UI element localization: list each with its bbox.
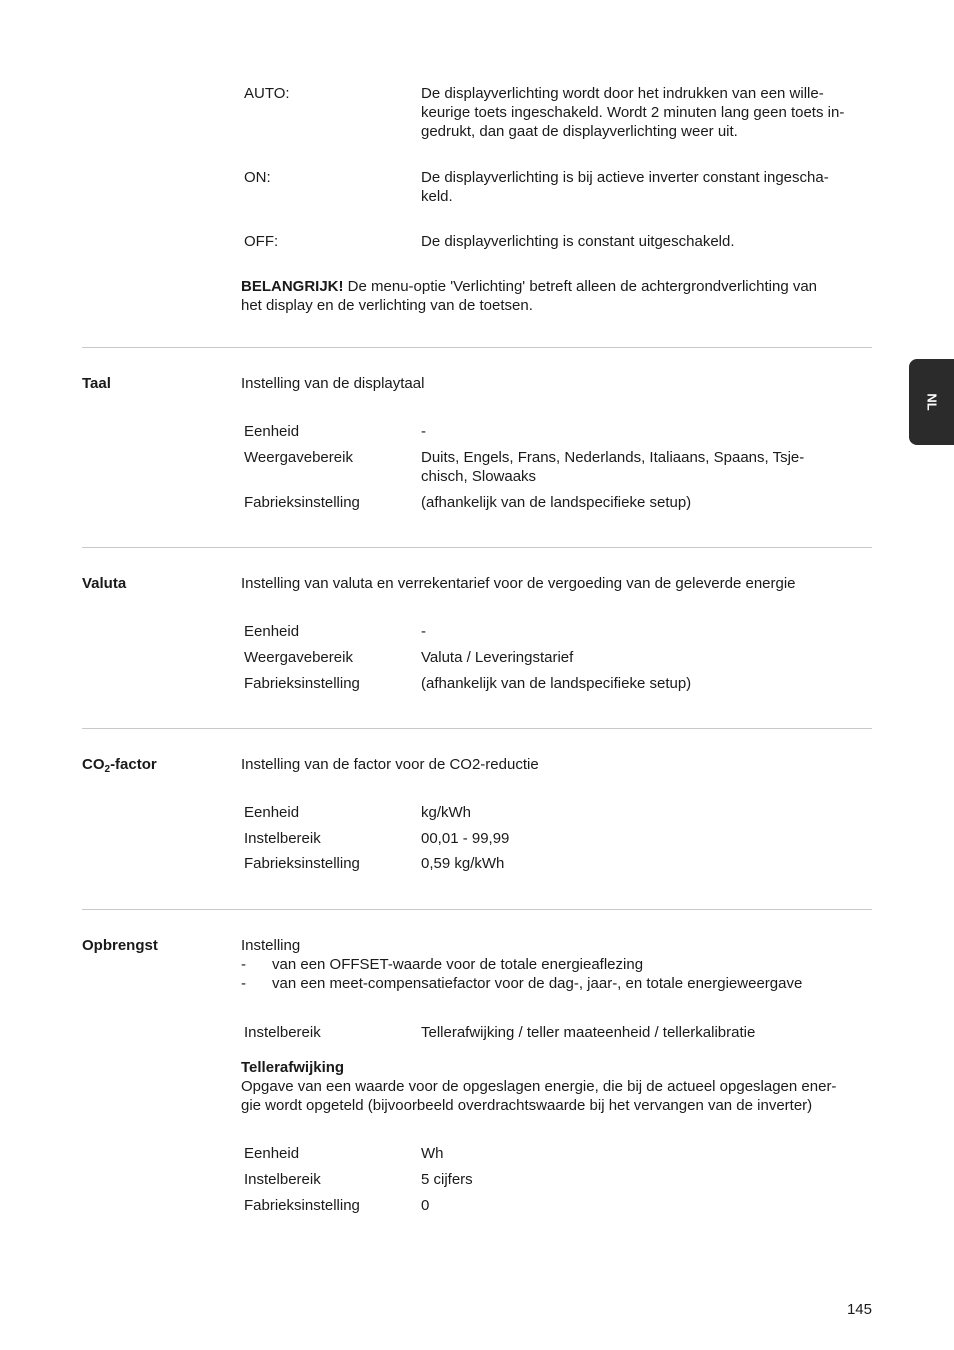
language-tab bbox=[909, 359, 954, 445]
important-note: BELANGRIJK! De menu-optie 'Verlichting' betreft alleen de achtergrondverlichting van het display en de verlichting van de toetsen. bbox=[241, 278, 818, 314]
on-description: De displayverlichting is bij actieve inverter constant ingescha- keld. bbox=[421, 169, 829, 205]
opbrengst-default-value: 0 bbox=[421, 1197, 430, 1214]
valuta-default-label: Fabrieksinstelling bbox=[244, 675, 360, 692]
language-tab-label: NL bbox=[924, 393, 939, 411]
taal-range-label: Weergavebereik bbox=[244, 449, 353, 466]
off-label: OFF: bbox=[244, 233, 279, 250]
valuta-default-value: (afhankelijk van de landspecifieke setup) bbox=[421, 675, 692, 692]
opbrengst-unit-label: Eenheid bbox=[244, 1145, 300, 1162]
opbrengst-default-label: Fabrieksinstelling bbox=[244, 1197, 360, 1214]
bullet-dash: - bbox=[241, 975, 246, 992]
divider bbox=[82, 909, 872, 910]
co2-range-value: 00,01 - 99,99 bbox=[421, 830, 510, 847]
opbrengst-bullet-offset: van een OFFSET-waarde voor de totale energieaflezing bbox=[272, 956, 644, 973]
section-heading-valuta: Valuta bbox=[82, 575, 127, 592]
bullet-dash: - bbox=[241, 956, 246, 973]
section-heading-co2: $CO_2$-factor bbox=[82, 756, 157, 775]
taal-default-value: (afhankelijk van de landspecifieke setup) bbox=[421, 494, 692, 511]
on-label: ON: bbox=[244, 169, 271, 186]
section-heading-opbrengst: Opbrengst bbox=[82, 937, 158, 954]
valuta-unit-label: Eenheid bbox=[244, 623, 300, 640]
off-description: De displayverlichting is constant uitgeschakeld. bbox=[421, 233, 735, 250]
valuta-intro: Instelling van valuta en verrekentarief voor de vergoeding van de geleverde energie bbox=[241, 575, 796, 592]
opbrengst-unit-value: Wh bbox=[421, 1145, 444, 1162]
co2-unit-label: Eenheid bbox=[244, 804, 300, 821]
divider bbox=[82, 547, 872, 548]
co2-default-value: 0,59 kg/kWh bbox=[421, 855, 505, 872]
co2-range-label: Instelbereik bbox=[244, 830, 321, 847]
auto-description: De displayverlichting wordt door het indrukken van een wille- keurige toets ingeschakeld. Wordt 2 minuten lang geen toets in- gedrukt, dan gaat de displayverlichting weer uit. bbox=[421, 85, 845, 140]
auto-label: AUTO: bbox=[244, 85, 290, 102]
taal-intro: Instelling van de displaytaal bbox=[241, 375, 425, 392]
taal-unit-label: Eenheid bbox=[244, 423, 300, 440]
co2-unit-value: kg/kWh bbox=[421, 804, 472, 821]
valuta-unit-value: - bbox=[421, 623, 426, 640]
important-bold: BELANGRIJK! bbox=[241, 278, 344, 295]
opbrengst-range2-label: Instelbereik bbox=[244, 1171, 321, 1188]
opbrengst-range2-value: 5 cijfers bbox=[421, 1171, 473, 1188]
divider bbox=[82, 728, 872, 729]
opbrengst-range-value: Tellerafwijking / teller maateenheid / tellerkalibratie bbox=[421, 1024, 756, 1041]
opbrengst-intro: Instelling bbox=[241, 937, 301, 954]
opbrengst-range-label: Instelbereik bbox=[244, 1024, 321, 1041]
taal-unit-value: - bbox=[421, 423, 426, 440]
page-number: 145 bbox=[846, 1301, 872, 1318]
taal-range-value: Duits, Engels, Frans, Nederlands, Italiaans, Spaans, Tsje- chisch, Slowaaks bbox=[421, 449, 805, 485]
divider bbox=[82, 347, 872, 348]
tellerafwijking-heading: Tellerafwijking bbox=[241, 1059, 345, 1076]
taal-default-label: Fabrieksinstelling bbox=[244, 494, 360, 511]
co2-default-label: Fabrieksinstelling bbox=[244, 855, 360, 872]
valuta-range-value: Valuta / Leveringstarief bbox=[421, 649, 574, 666]
valuta-range-label: Weergavebereik bbox=[244, 649, 353, 666]
co2-intro: Instelling van de factor voor de CO2-reductie bbox=[241, 756, 539, 773]
tellerafwijking-description: Opgave van een waarde voor de opgeslagen energie, die bij de actueel opgeslagen ener- gie wordt opgeteld (bijvoorbeeld overdrachtswaarde bij het vervangen van de inverter) bbox=[241, 1078, 837, 1114]
opbrengst-bullet-compensation: van een meet-compensatiefactor voor de dag-, jaar-, en totale energieweergave bbox=[272, 975, 803, 992]
section-heading-taal: Taal bbox=[82, 375, 111, 392]
